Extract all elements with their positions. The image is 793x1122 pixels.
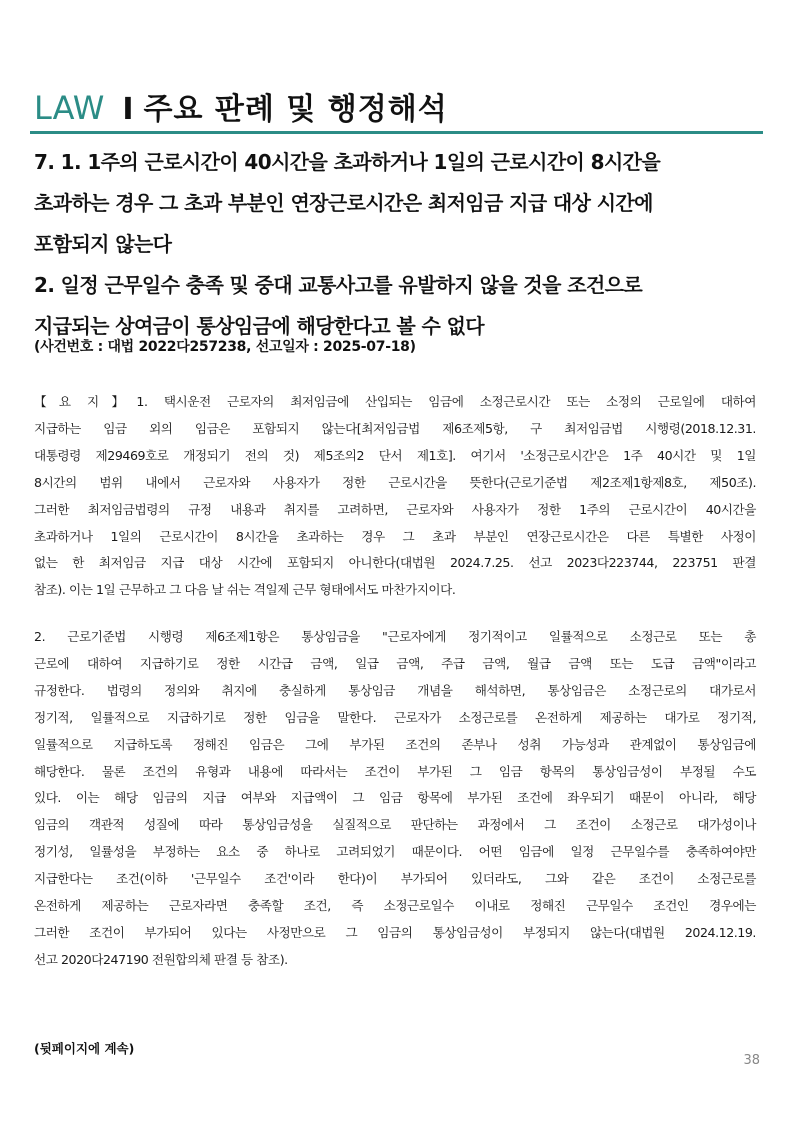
headline-line: 포함되지 않는다	[34, 232, 172, 256]
paragraph-line: 【요 지】1. 택시운전 근로자의 최저임금에 산입되는 임금에 소정근로시간 또는 소정의 근로일에 대하여	[34, 394, 756, 409]
section-header	[34, 84, 763, 128]
paragraph-line: 지급한다는 조건(이하 '근무일수 조건'이라 한다)이 부가되어 있더라도, 그와 같은 조건이 소정근로를	[34, 871, 756, 887]
paragraph-line: 온전하게 제공하는 근로자라면 충족할 조건, 즉 소정근로일수 이내로 정해진 근무일수 조건인 경우에는	[34, 898, 756, 914]
paragraph-line: 지급하는 임금 외의 임금은 포함되지 않는다[최저임금법 제6조제5항, 구 최저임금법 시행령(2018.12.31.	[34, 420, 756, 436]
paragraph-line: 해당한다. 물론 조건의 유형과 내용에 따라서는 조건이 부가된 그 임금 항목의 통상임금성이 부정될 수도	[34, 763, 756, 779]
headline-line: 지급되는 상여금이 통상임금에 해당한다고 볼 수 없다	[34, 314, 485, 338]
headline-line: 2. 일정 근무일수 충족 및 중대 교통사고를 유발하지 않을 것을 조건으로	[34, 273, 643, 297]
section-title: 주요 판례 및 행정해석	[143, 92, 448, 127]
headline-line: 초과하는 경우 그 초과 부분인 연장근로시간은 최저임금 지급 대상 시간에	[34, 191, 653, 215]
paragraph-line: 일률적으로 지급하도록 정해진 임금은 그에 부가된 조건의 존부나 성취 가능성과 관계없이 통상임금에	[34, 736, 756, 752]
paragraph-line: 정기적, 일률적으로 지급하기로 정한 임금을 말한다. 근로자가 소정근로를 온전하게 제공하는 대가로 정기적,	[34, 709, 756, 725]
paragraph-line: 선고 2020다247190 전원합의체 판결 등 참조).	[34, 951, 288, 967]
paragraph-line: 참조). 이는 1일 근무하고 그 다음 날 쉬는 격일제 근무 형태에서도 마찬가지이다.	[34, 582, 456, 598]
headline-line: 7. 1. 1주의 근로시간이 40시간을 초과하거나 1일의 근로시간이 8시간을	[34, 150, 661, 174]
paragraph-line: 대통령령 제29469호로 개정되기 전의 것) 제5조의2 단서 제1호]. 여기서 '소정근로시간'은 1주 40시간 및 1일	[34, 447, 756, 463]
paragraph-line: 그러한 최저임금법령의 규정 내용과 취지를 고려하면, 근로자와 사용자가 정한 1주의 근로시간이 40시간을	[34, 501, 756, 517]
summary-paragraph-1	[34, 389, 756, 604]
section-tag: LAW	[34, 89, 105, 127]
paragraph-line: 8시간의 범위 내에서 근로자와 사용자가 정한 근로시간을 뜻한다(근로기준법 제2조제1항제8호, 제50조).	[34, 474, 756, 490]
paragraph-line: 2. 근로기준법 시행령 제6조제1항은 통상임금을 "근로자에게 정기적이고 일률적으로 소정근로 또는 총	[34, 629, 756, 644]
paragraph-line: 임금의 객관적 성질에 따라 통상임금성을 실질적으로 판단하는 과정에서 그 조건이 소정근로 대가성이나	[34, 817, 756, 833]
paragraph-line: 규정한다. 법령의 정의와 취지에 충실하게 통상임금 개념을 해석하면, 통상임금은 소정근로의 대가로서	[34, 682, 756, 698]
paragraph-line: 근로에 대하여 지급하기로 정한 시간급 금액, 일급 금액, 주급 금액, 월급 금액 또는 도급 금액"이라고	[34, 655, 756, 671]
paragraph-line: 있다. 이는 해당 임금의 지급 여부와 지급액이 그 임금 항목에 부가된 조건에 좌우되기 때문이 아니라, 해당	[34, 790, 756, 806]
case-info: (사건번호 : 대법 2022다257238, 선고일자 : 2025-07-18)	[34, 339, 416, 355]
summary-paragraph-2	[34, 624, 756, 974]
header-divider	[30, 131, 763, 134]
header-separator: I	[122, 92, 134, 127]
case-headline	[34, 142, 754, 347]
paragraph-line: 없는 한 최저임금 지급 대상 시간에 포함되지 아니한다(대법원 2024.7.25. 선고 2023다223744, 223751 판결	[34, 555, 756, 571]
paragraph-line: 초과하거나 1일의 근로시간이 8시간을 초과하는 경우 그 초과 부분인 연장근로시간은 다른 특별한 사정이	[34, 528, 756, 544]
continued-note: (뒷페이지에 계속)	[34, 1041, 135, 1056]
paragraph-line: 그러한 조건이 부가되어 있다는 사정만으로 그 임금의 통상임금성이 부정되지 않는다(대법원 2024.12.19.	[34, 924, 756, 940]
page-number: 38	[743, 1053, 760, 1068]
paragraph-line: 정기성, 일률성을 부정하는 요소 중 하나로 고려되었기 때문이다. 어떤 임금에 일정 근무일수를 충족하여야만	[34, 844, 756, 860]
